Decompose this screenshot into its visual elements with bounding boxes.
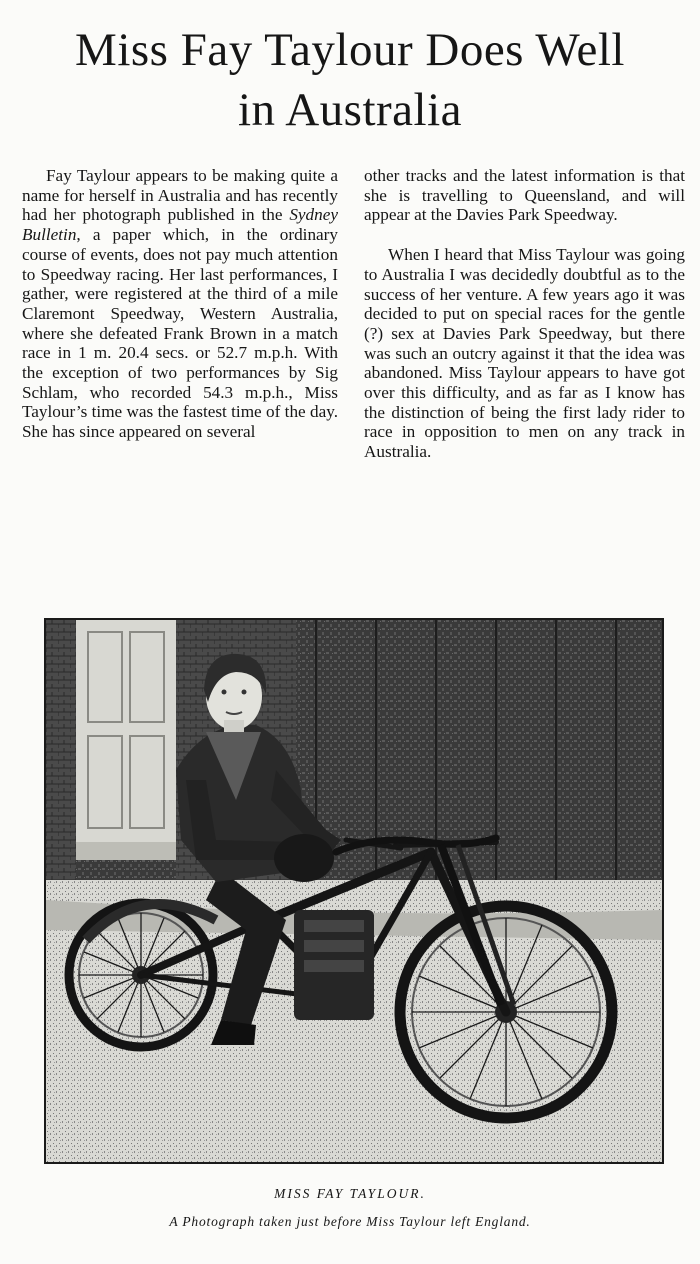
article-paragraph-1 — [22, 166, 338, 442]
article-paragraph-2: When I heard that Miss Taylour was going to Australia I was decidedly doubtful as to the success of her venture. A few years ago it was decided to put on special races for the gentle (?) sex at Davies Park Speedway, but there was such an outcry against it that the idea was abandoned. Miss Taylour appears to have got over this difficulty, and as far as I know has the distinction of being the first lady rider to race in opposition to men on any track in Australia. — [364, 245, 685, 462]
paragraph-1-start: Fay Taylour appears to be making quite a name for herself in Australia and has recently had her photograph published in the — [22, 166, 338, 225]
article-column-right — [364, 166, 685, 462]
article-headline — [0, 20, 700, 140]
photo-caption-title: MISS FAY TAYLOUR. — [274, 1186, 426, 1201]
photo-illustration — [46, 620, 662, 1162]
article-paragraph-1-continued: other tracks and the latest information is that she is travelling to Queensland, and will appear at the Davies Park Speedway. — [364, 166, 685, 225]
article-column-left — [22, 166, 338, 442]
rider-photograph — [44, 618, 664, 1164]
paragraph-1-rest: , a paper which, in the ordinary course of events, does not pay much attention to Speedway racing. Her last performances, I gather, were registered at the third of a mile Claremont Speedway, Western Australia, where she defeated Frank Brown in a match race in 1 m. 20.4 secs. or 52.7 m.p.h. With the exception of two performances by Sig Schlam, who recorded 54.3 m.p.h., Miss Taylour’s time was the fastest time of the day. She has since appeared on several — [22, 225, 338, 442]
publication-title: Sydney Bulletin — [22, 205, 338, 245]
photo-caption-subtitle: A Photograph taken just before Miss Taylour left England. — [169, 1214, 531, 1229]
headline-line-1: Miss Fay Taylour Does Well — [75, 24, 625, 76]
headline-line-2: in Australia — [238, 84, 462, 136]
door-panel — [76, 620, 186, 860]
